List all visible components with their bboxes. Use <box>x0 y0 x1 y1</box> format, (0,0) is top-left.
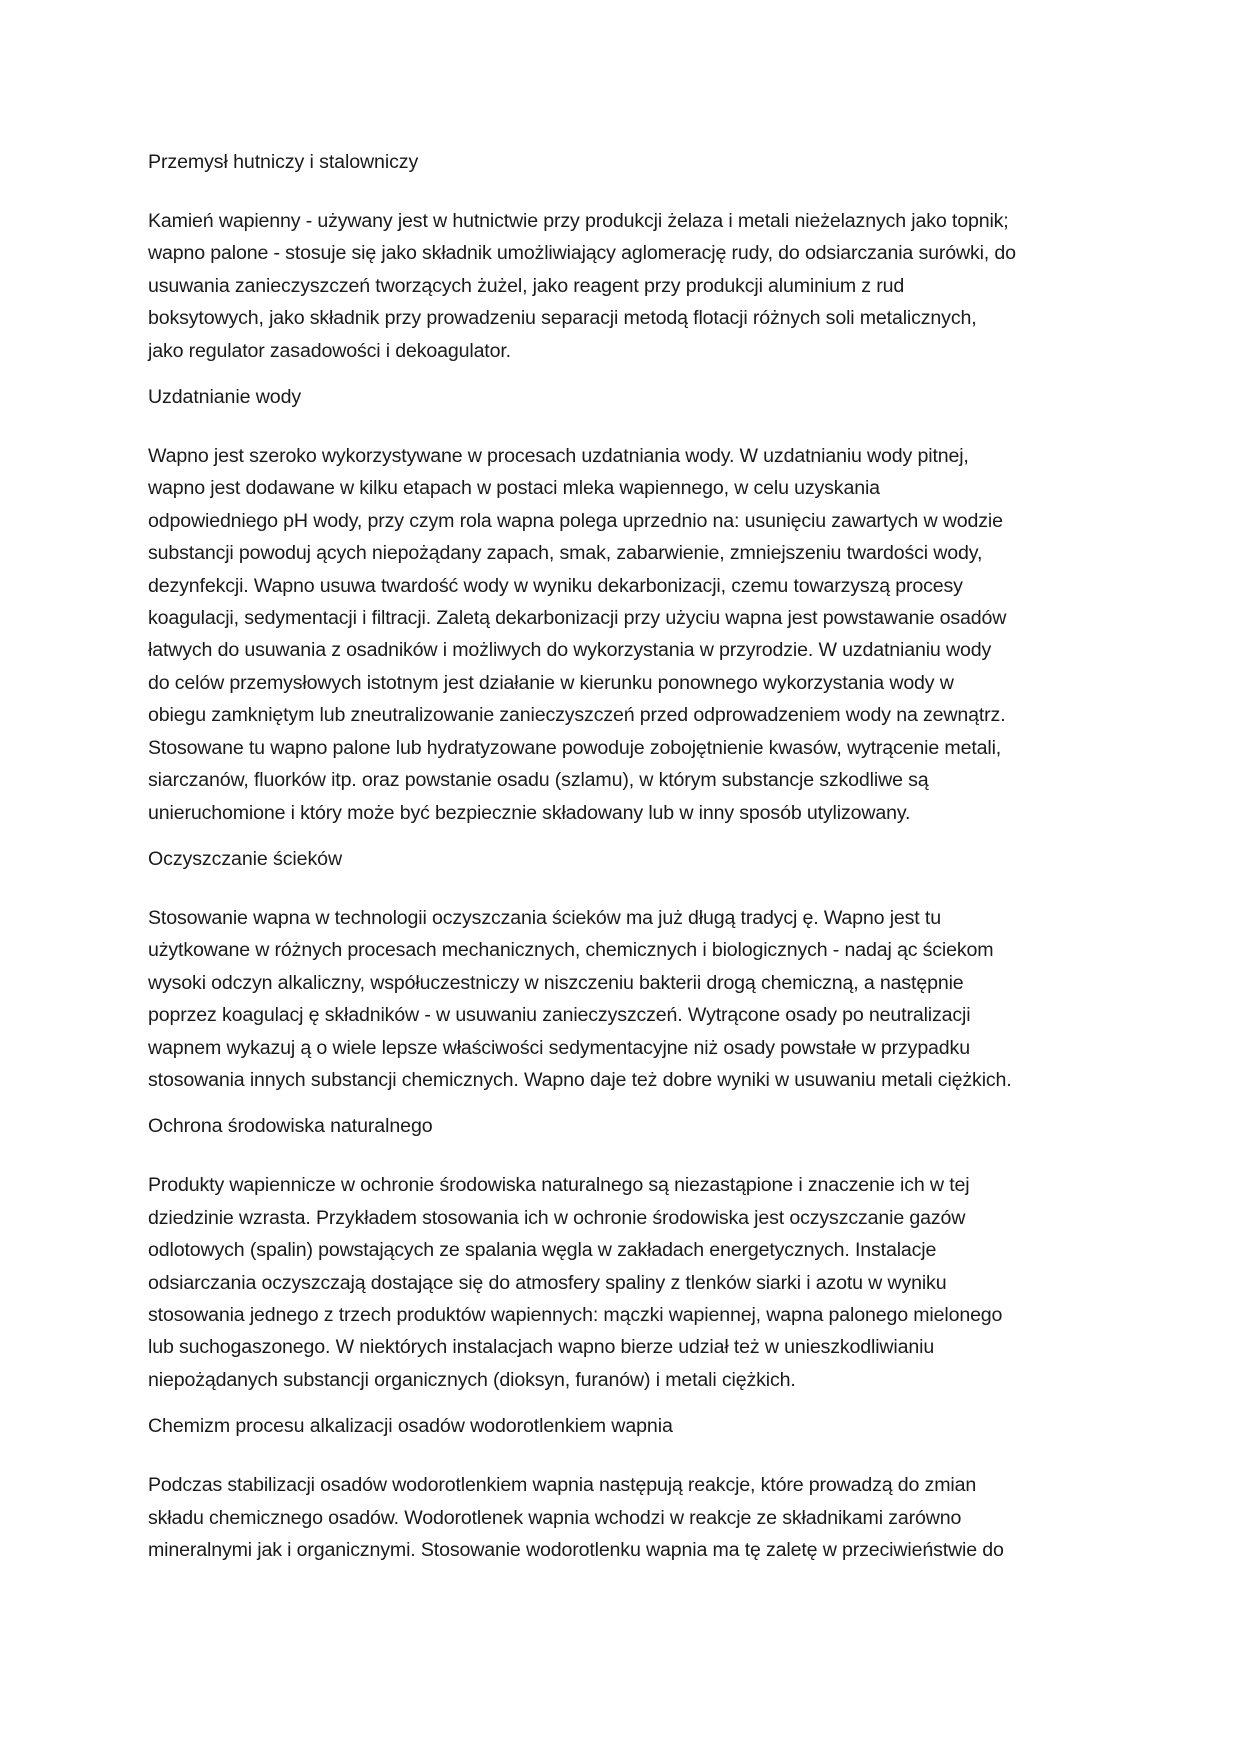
text-line: Stosowanie wapna w technologii oczyszczania ścieków ma już długą tradycj ę. Wapno jest tu <box>148 906 941 929</box>
text-line: do celów przemysłowych istotnym jest działanie w kierunku ponownego wykorzystania wody w <box>148 671 954 694</box>
text-line: stosowania innych substancji chemicznych. Wapno daje też dobre wyniki w usuwaniu metali ciężkich. <box>148 1068 1012 1091</box>
text-line: Stosowane tu wapno palone lub hydratyzowane powoduje zobojętnienie kwasów, wytrącenie metali, <box>148 736 1002 759</box>
text-line: usuwania zanieczyszczeń tworzących żużel, jako reagent przy produkcji aluminium z rud <box>148 274 905 297</box>
text-line: Wapno jest szeroko wykorzystywane w procesach uzdatniania wody. W uzdatnianiu wody pitnej, <box>148 445 969 468</box>
text-line: wapno palone - stosuje się jako składnik umożliwiający aglomerację rudy, do odsiarczania surówki, do <box>148 242 1016 265</box>
text-line: stosowania jednego z trzech produktów wapiennych: mączki wapiennej, wapna palonego mielonego <box>148 1303 1003 1326</box>
section-heading: Ochrona środowiska naturalnego <box>148 1115 433 1138</box>
section-paragraph <box>148 440 1098 829</box>
text-line: odlotowych (spalin) powstających ze spalania węgla w zakładach energetycznych. Instalacje <box>148 1239 937 1262</box>
text-line: Kamień wapienny - używany jest w hutnictwie przy produkcji żelaza i metali nieżelaznych jako topnik; <box>148 210 1009 232</box>
section-heading: Przemysł hutniczy i stalowniczy <box>148 151 419 173</box>
text-line: mineralnymi jak i organicznymi. Stosowanie wodorotlenku wapnia ma tę zaletę w przeciwieństwie do <box>148 1539 1004 1561</box>
text-line: wapnem wykazuj ą o wiele lepsze właściwości sedymentacyjne niż osady powstałe w przypadku <box>148 1036 970 1059</box>
text-line: łatwych do usuwania z osadników i możliwych do wykorzystania w przyrodzie. W uzdatnianiu wody <box>148 639 992 662</box>
text-line: wysoki odczyn alkaliczny, współuczestniczy w niszczeniu bakterii drogą chemiczną, a następnie <box>148 971 964 994</box>
text-line: Podczas stabilizacji osadów wodorotlenkiem wapnia następują reakcje, które prowadzą do zmian <box>148 1474 977 1497</box>
text-line: siarczanów, fluorków itp. oraz powstanie osadu (szlamu), w którym substancje szkodliwe są <box>148 769 929 792</box>
text-line: substancji powoduj ących niepożądany zapach, smak, zabarwienie, zmniejszeniu twardości wody, <box>148 542 983 565</box>
section-heading: Oczyszczanie ścieków <box>148 847 342 870</box>
section-heading: Chemizm procesu alkalizacji osadów wodorotlenkiem wapnia <box>148 1415 673 1438</box>
text-line: koagulacji, sedymentacji i filtracji. Zaletą dekarbonizacji przy użyciu wapna jest powstawanie osadów <box>148 607 1007 630</box>
text-line: boksytowych, jako składnik przy prowadzeniu separacji metodą flotacji różnych soli metalicznych, <box>148 307 977 330</box>
text-line: niepożądanych substancji organicznych (dioksyn, furanów) i metali ciężkich. <box>148 1368 796 1391</box>
section-paragraph <box>148 902 1098 1096</box>
text-line: lub suchogaszonego. W niektórych instalacjach wapno bierze udział też w unieszkodliwianiu <box>148 1336 935 1359</box>
section-heading: Uzdatnianie wody <box>148 386 302 409</box>
section-paragraph <box>148 205 1098 367</box>
text-line: obiegu zamkniętym lub zneutralizowanie zanieczyszczeń przed odprowadzeniem wody na zewnątrz. <box>148 704 1006 727</box>
text-line: wapno jest dodawane w kilku etapach w postaci mleka wapiennego, w celu uzyskania <box>148 477 880 500</box>
section-paragraph <box>148 1169 1098 1396</box>
text-line: unieruchomione i który może być bezpiecznie składowany lub w inny sposób utylizowany. <box>148 801 911 824</box>
section-paragraph <box>148 1469 1098 1566</box>
text-line: odpowiedniego pH wody, przy czym rola wapna polega uprzednio na: usunięciu zawartych w wodzie <box>148 509 1003 532</box>
text-line: dezynfekcji. Wapno usuwa twardość wody w wyniku dekarbonizacji, czemu towarzyszą procesy <box>148 574 963 597</box>
text-line: Produkty wapiennicze w ochronie środowiska naturalnego są niezastąpione i znaczenie ich w tej <box>148 1174 970 1197</box>
text-line: jako regulator zasadowości i dekoagulator. <box>148 339 511 362</box>
text-line: odsiarczania oczyszczają dostające się do atmosfery spaliny z tlenków siarki i azotu w wyniku <box>148 1271 947 1294</box>
text-line: użytkowane w różnych procesach mechanicznych, chemicznych i biologicznych - nadaj ąc ściekom <box>148 939 994 962</box>
text-line: dziedzinie wzrasta. Przykładem stosowania ich w ochronie środowiska jest oczyszczanie gazów <box>148 1206 966 1229</box>
text-line: poprzez koagulacj ę składników - w usuwaniu zanieczyszczeń. Wytrącone osady po neutralizacji <box>148 1004 971 1027</box>
document-page <box>148 146 1098 1580</box>
text-line: składu chemicznego osadów. Wodorotlenek wapnia wchodzi w reakcje ze składnikami zarówno <box>148 1506 962 1529</box>
